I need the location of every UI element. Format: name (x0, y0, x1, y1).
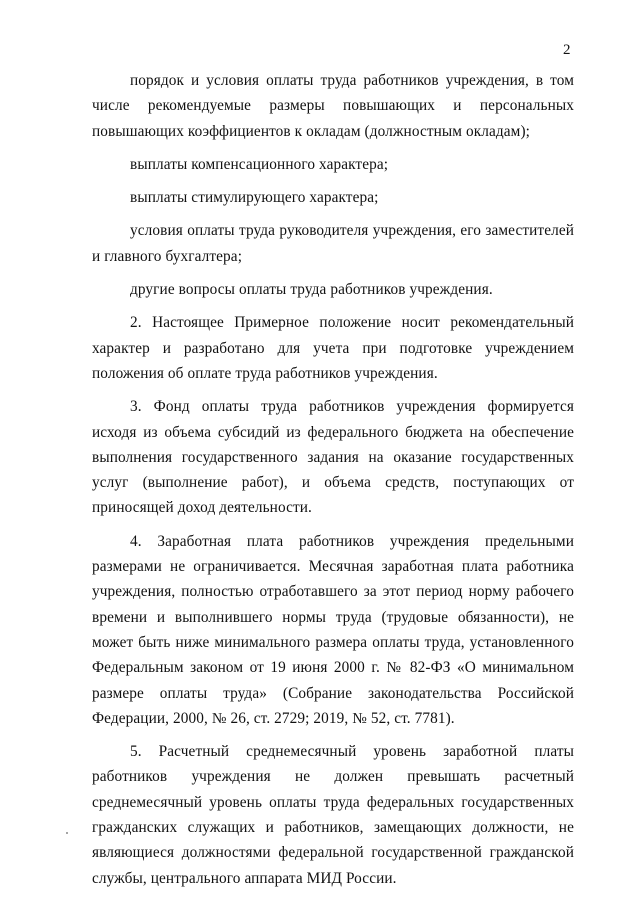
scan-speck (66, 832, 68, 834)
paragraph-clause-5: 5. Расчетный среднемесячный уровень заработной платы работников учреждения не должен превышать расчетный среднемесячный уровень оплаты труда федеральных государственных гражданских служащих и работников, замещающих должности, не являющиеся должностями федеральной государственной гражданской службы, центрального аппарата МИД России. (92, 743, 574, 887)
paragraph-clause-4: 4. Заработная плата работников учреждения предельными размерами не ограничивается. Месячная заработная плата работника учреждения, полностью отработавшего за этот период норму рабочего времени и выполнившего нормы труда (трудовые обязанности), не может быть ниже минимального размера оплаты труда, установленного Федеральным законом от 19 июня 2000 г. № 82-ФЗ «О минимальном размере оплаты труда» (Собрание законодательства Российской Федерации, 2000, № 26, ст. 2729; 2019, № 52, ст. 7781). (92, 532, 574, 727)
paragraph-head-pay-conditions: условия оплаты труда руководителя учреждения, его заместителей и главного бухгалтера; (92, 222, 574, 265)
paragraph-other-questions: другие вопросы оплаты труда работников учреждения. (130, 281, 493, 299)
page-number: 2 (563, 42, 571, 58)
paragraph-clause-2: 2. Настоящее Примерное положение носит рекомендательный характер и разработано для учета при подготовке учреждением положения об оплате труда работников учреждения. (92, 314, 574, 382)
document-body (92, 68, 574, 899)
paragraph-incentive-payments: выплаты стимулирующего характера; (130, 189, 379, 207)
paragraph-pay-procedure: порядок и условия оплаты труда работников учреждения, в том числе рекомендуемые размеры повышающих и персональных повышающих коэффициентов к окладам (должностным окладам); (92, 72, 574, 140)
paragraph-clause-3: 3. Фонд оплаты труда работников учреждения формируется исходя из объема субсидий из федерального бюджета на обеспечение выполнения государственного задания на оказание государственных услуг (выполнение работ), и объема средств, поступающих от приносящей доход деятельности. (92, 398, 574, 517)
paragraph-compensation-payments: выплаты компенсационного характера; (130, 155, 389, 173)
